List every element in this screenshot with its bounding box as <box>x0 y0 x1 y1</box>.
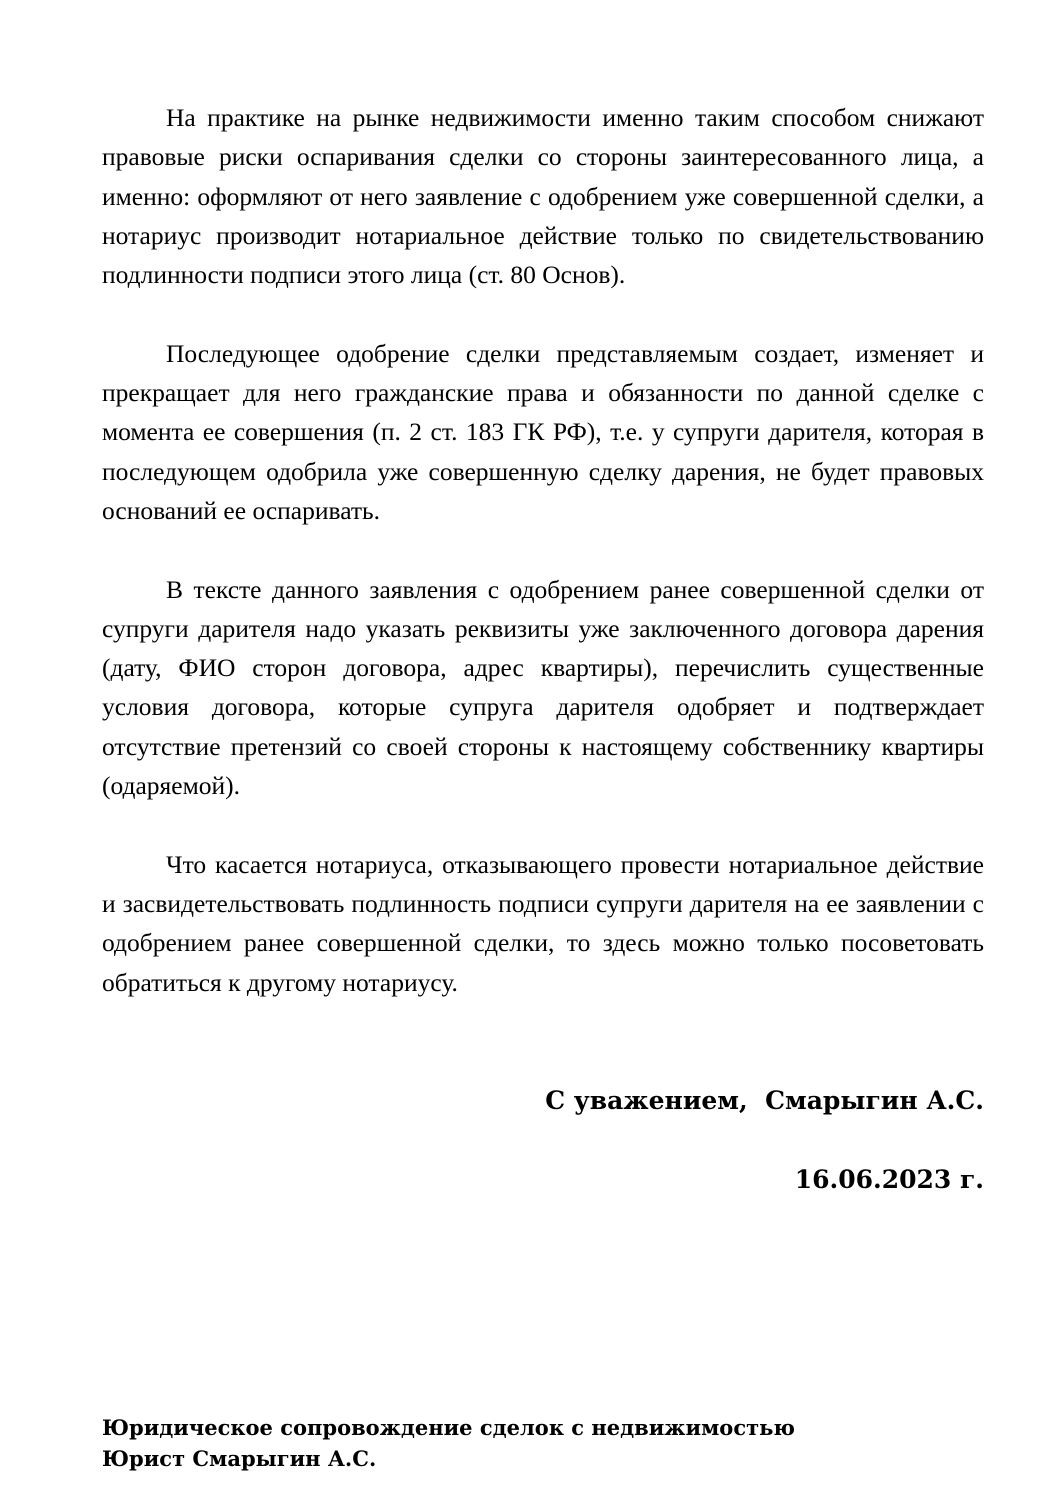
paragraph-4: Что касается нотариуса, отказывающего провести нотариальное действие и засвидетельствовать подлинность подписи супруги дарителя на ее заявлении с одобрением ранее совершенной сделки, то здесь можно только посоветовать обратиться к другому нотариусу. <box>102 849 984 997</box>
document-date: 16.06.2023 г. <box>794 1165 984 1194</box>
document-body <box>102 98 984 1041</box>
paragraph-3: В тексте данного заявления с одобрением ранее совершенной сделки от супруги дарителя надо указать реквизиты уже заключенного договора дарения (дату, ФИО сторон договора, адрес квартиры), перечислить существенные условия договора, которые супруга дарителя одобряет и подтверждает отсутствие претензий со своей стороны к настоящему собственнику квартиры (одаряемой). <box>102 574 984 801</box>
footer <box>102 1412 795 1474</box>
signature: С уважением, Смарыгин А.С. <box>545 1086 984 1115</box>
footer-line-author: Юрист Смарыгин А.С. <box>102 1446 377 1471</box>
footer-line-services: Юридическое сопровождение сделок с недвижимостью <box>102 1415 795 1440</box>
paragraph-1: На практике на рынке недвижимости именно таким способом снижают правовые риски оспаривания сделки со стороны заинтересованного лица, а именно: оформляют от него заявление с одобрением уже совершенной сделки, а нотариус производит нотариальное действие только по свидетельствованию подлинности подписи этого лица (ст. 80 Основ). <box>102 103 984 290</box>
paragraph-2: Последующее одобрение сделки представляемым создает, изменяет и прекращает для него гражданские права и обязанности по данной сделке с момента ее совершения (п. 2 ст. 183 ГК РФ), т.е. у супруги дарителя, которая в последующем одобрила уже совершенную сделку дарения, не будет правовых оснований ее оспаривать. <box>102 338 984 525</box>
